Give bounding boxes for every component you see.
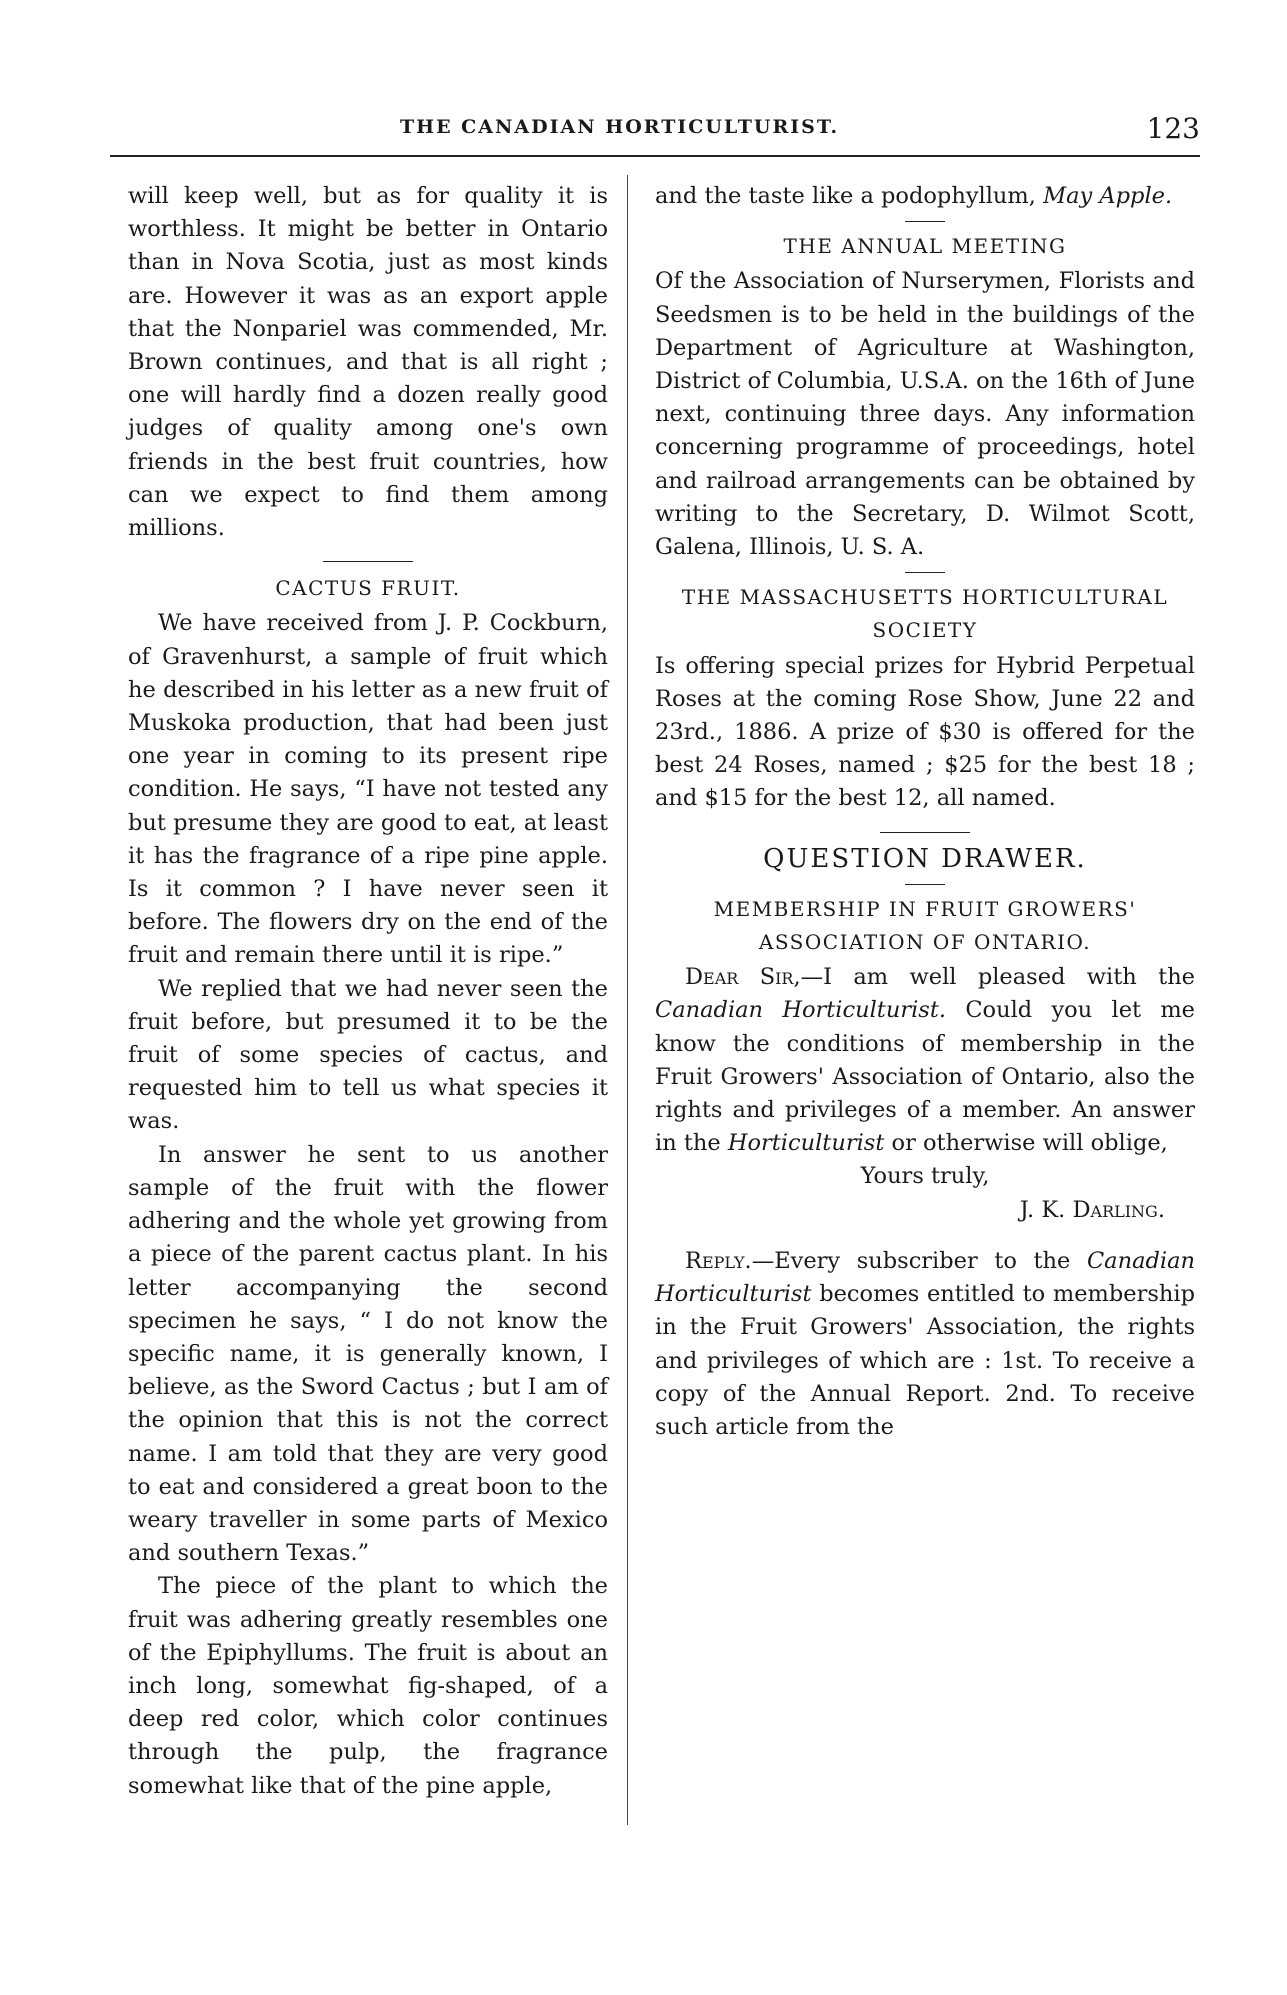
letter-salutation: Dear Sir, (685, 964, 801, 991)
letter-closing: Yours truly, (860, 1163, 990, 1190)
header-rule (110, 155, 1200, 157)
letter-paragraph (655, 961, 1195, 1160)
cactus-heading: CACTUS FRUIT. (275, 576, 461, 601)
annual-meeting-body: Of the Association of Nurserymen, Florists and Seedsmen is to be held in the buildings of the Department of Agriculture at Washington, District of Columbia, U.S.A. on the 16th of June next, continuing three days. Any information concerning programme of proceedings, hotel and railroad arrangements can be obtained by writing to the Secretary, D. Wilmot Scott, Galena, Illinois, U. S. A. (655, 268, 1195, 561)
question-drawer-heading: QUESTION DRAWER. (763, 843, 1087, 874)
letter-italic-2: Horticulturist (727, 1130, 885, 1157)
cactus-paragraph-4: The piece of the plant to which the fruit was adhering greatly resembles one of the Epiphyllums. The fruit is about an inch long, somewhat fig-shaped, of a deep red color, which color continues through the pulp, the fragrance somewhat like that of the pine apple, (128, 1573, 608, 1799)
letter-signature: J. K. Darling. (1019, 1196, 1165, 1223)
letter-body-2: Could you let me know the conditions of membership in the Fruit Growers' Association of Ontario, also the rights and privileges of a member. An answer in the (655, 997, 1195, 1157)
continuation-paragraph (655, 180, 1195, 213)
continuation-italic: May Apple. (1043, 183, 1173, 209)
massachusetts-heading: THE MASSACHUSETTS HORTICULTURAL SOCIETY (681, 585, 1169, 643)
cactus-paragraph-1: We have received from J. P. Cockburn, of Gravenhurst, a sample of fruit which he described in his letter as a new fruit of Muskoka production, that had been just one year in coming to its present ripe condition. He says, “I have not tested any but presume they are good to eat, at least it has the fragrance of a ripe pine apple. Is it common ? I have never seen it before. The flowers dry on the end of the fruit and remain there until it is ripe.” (128, 610, 608, 969)
letter-italic-1: Canadian Horticulturist. (655, 997, 947, 1024)
left-column (128, 180, 608, 1803)
reply-body-2: becomes entitled to membership in the Fruit Growers' Association, the rights and privileges of which are : 1st. To receive a copy of the Annual Report. 2nd. To receive such article from the (655, 1281, 1195, 1440)
section-rule (905, 221, 945, 222)
reply-italic: Canadian Horticulturist (655, 1247, 1195, 1308)
intro-paragraph: will keep well, but as for quality it is worthless. It might be better in Ontario than in Nova Scotia, just as most kinds are. However it was as an export apple that the Nonpariel was commended, Mr. Brown continues, and that is all right ; one will hardly find a dozen really good judges of quality among one's own friends in the best fruit countries, how can we expect to find them among millions. (128, 183, 608, 542)
letter-body-3: or otherwise will oblige, (891, 1130, 1168, 1157)
page-number: 123 (1146, 112, 1200, 145)
section-rule (880, 832, 970, 833)
massachusetts-body: Is offering special prizes for Hybrid Perpetual Roses at the coming Rose Show, June 22 and 23rd., 1886. A prize of $30 is offered for the best 24 Roses, named ; $25 for the best 18 ; and $15 for the best 12, all named. (655, 652, 1195, 812)
letter-body-1: —I am well pleased with the (800, 964, 1196, 991)
column-divider (627, 175, 628, 1825)
cactus-paragraph-2: We replied that we had never seen the fruit before, but presumed it to be the fruit of some species of cactus, and requested him to tell us what species it was. (128, 975, 608, 1135)
section-rule (323, 561, 413, 562)
reply-label: Reply. (685, 1247, 752, 1274)
running-title: THE CANADIAN HORTICULTURIST. (400, 116, 840, 138)
section-rule (905, 572, 945, 573)
reply-body-1: —Every subscriber to the (751, 1247, 1071, 1274)
cactus-paragraph-3: In answer he sent to us another sample of the fruit with the flower adhering and the whole yet growing from a piece of the parent cactus plant. In his letter accompanying the second specimen he says, “ I do not know the specific name, it is generally known, I believe, as the Sword Cactus ; but I am of the opinion that this is not the correct name. I am told that they are very good to eat and considered a great boon to the weary traveller in some parts of Mexico and southern Texas.” (128, 1141, 608, 1567)
page-header (110, 112, 1200, 152)
annual-meeting-heading: THE ANNUAL MEETING (783, 234, 1067, 259)
membership-heading: MEMBERSHIP IN FRUIT GROWERS' ASSOCIATION OF ONTARIO. (713, 896, 1137, 955)
reply-paragraph (655, 1245, 1195, 1444)
right-column (655, 180, 1195, 1444)
section-rule (905, 884, 945, 885)
continuation-text: and the taste like a podophyllum, (655, 183, 1036, 209)
